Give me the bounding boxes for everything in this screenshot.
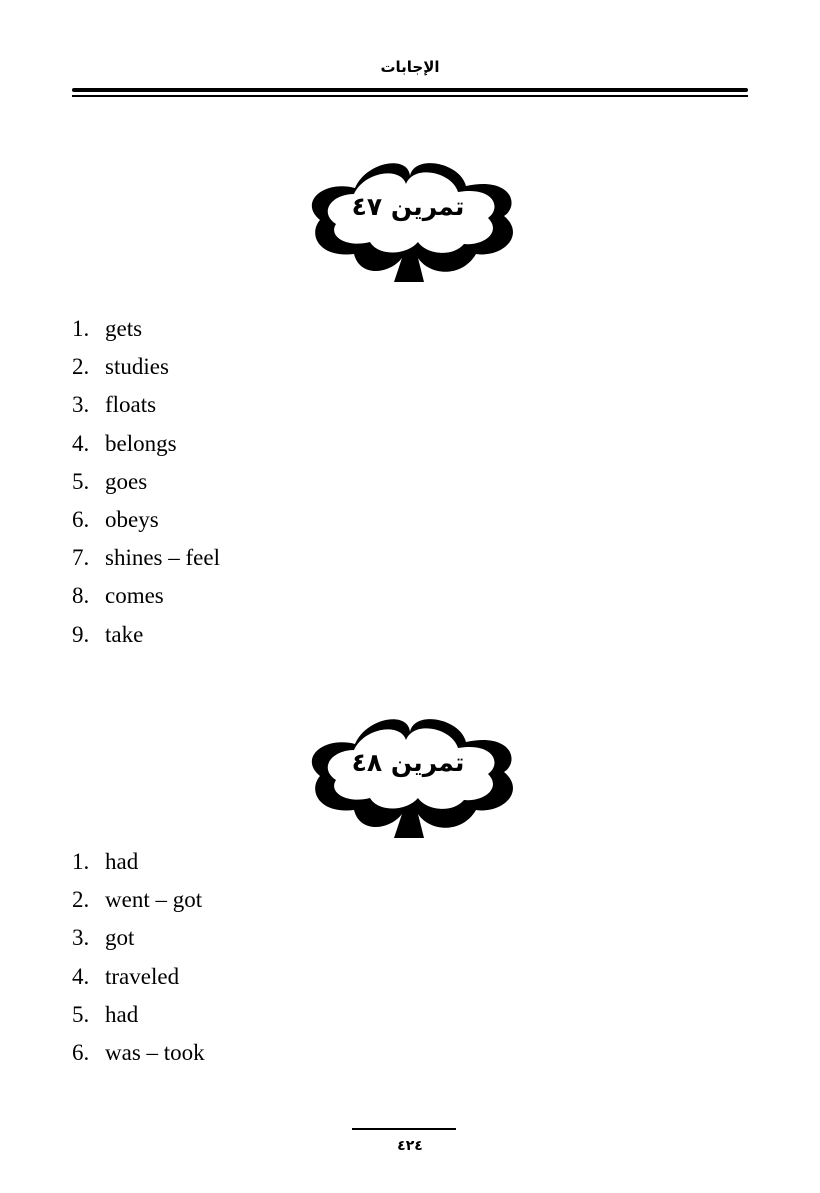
list-item: 2. studies xyxy=(72,354,169,380)
list-item: 6. obeys xyxy=(72,506,159,532)
exercise-badge-48 xyxy=(298,710,518,840)
list-item: 1. gets xyxy=(72,316,143,341)
list-item: 5. had xyxy=(72,1001,139,1027)
list-item: 3. floats xyxy=(72,392,157,418)
exercise-title: تمرين ٤٨ xyxy=(351,748,465,777)
answer-list-47 xyxy=(72,310,220,654)
list-item: 6. was – took xyxy=(72,1039,205,1065)
header-rule xyxy=(72,88,748,97)
footer-rule xyxy=(352,1128,456,1130)
list-item: 9. take xyxy=(72,621,144,647)
running-head: الإجابات xyxy=(380,58,440,76)
list-item: 4. belongs xyxy=(72,430,177,456)
answer-list-48 xyxy=(72,843,205,1072)
list-item: 2. went – got xyxy=(72,887,203,913)
exercise-badge-47 xyxy=(298,154,518,284)
exercise-title: تمرين ٤٧ xyxy=(351,192,465,221)
list-item: 7. shines – feel xyxy=(72,545,220,571)
list-item: 5. goes xyxy=(72,468,148,494)
list-item: 1. had xyxy=(72,849,139,874)
list-item: 4. traveled xyxy=(72,963,180,989)
list-item: 3. got xyxy=(72,925,135,951)
page-number: ٤٢٤ xyxy=(397,1138,423,1154)
list-item: 8. comes xyxy=(72,583,164,609)
